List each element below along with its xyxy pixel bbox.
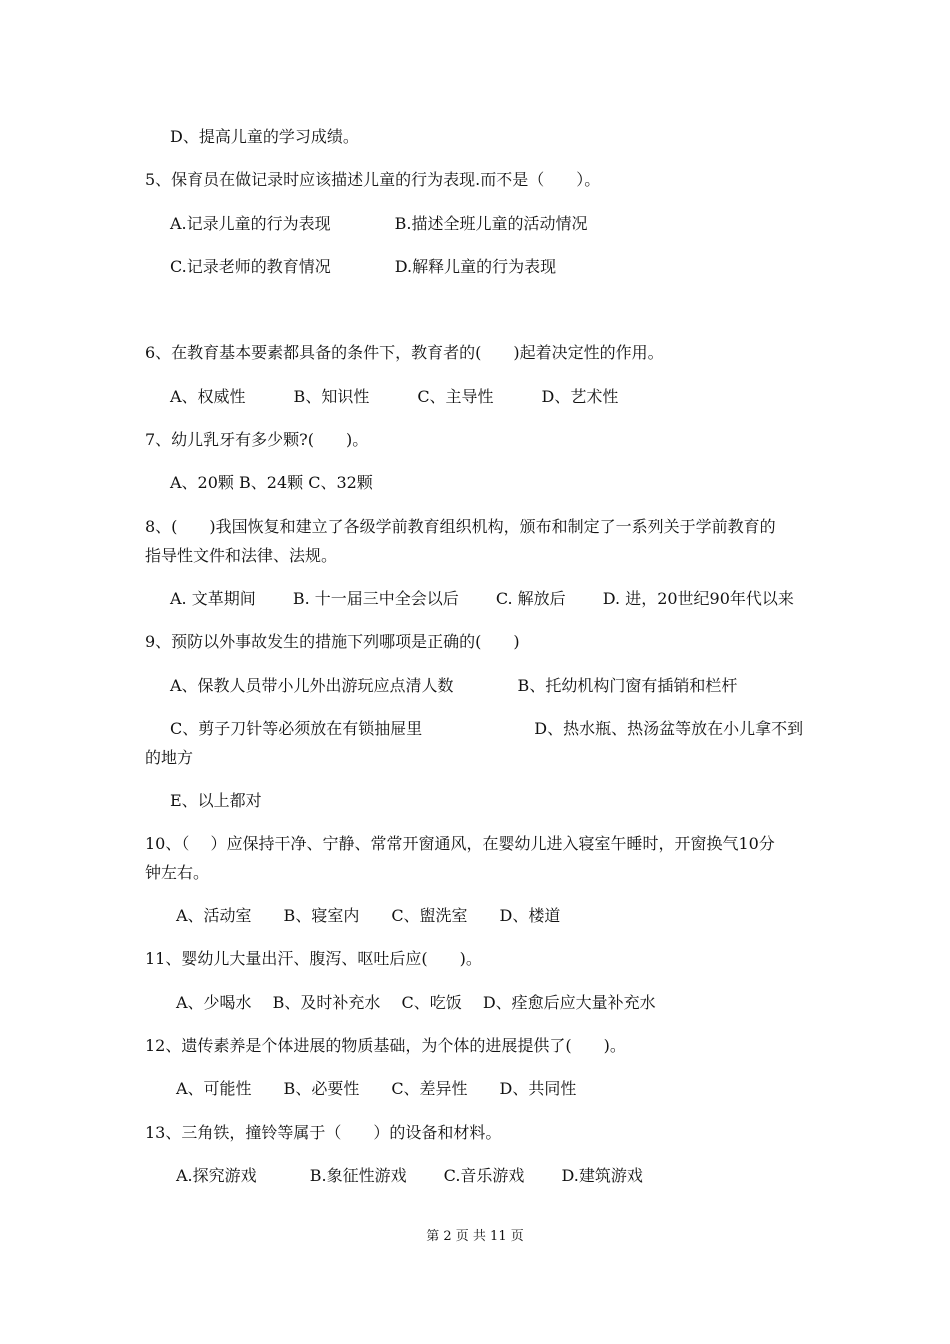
q6-stem: 6、在教育基本要素都具备的条件下，教育者的( )起着决定性的作用。 (145, 343, 664, 362)
q5-stem: 5、保育员在做记录时应该描述儿童的行为表现.而不是（ ）。 (145, 170, 601, 189)
q7-options: A、20颗 B、24颗 C、32颗 (170, 473, 373, 492)
q9-options-cd-line1: C、剪子刀针等必须放在有锁抽屉里 D、热水瓶、热汤盆等放在小儿拿不到 (170, 719, 804, 738)
q9-option-e: E、以上都对 (170, 791, 262, 810)
q8-stem-line1: 8、( )我国恢复和建立了各级学前教育组织机构，颁布和制定了一系列关于学前教育的 (145, 517, 776, 536)
q12-stem: 12、遗传素养是个体进展的物质基础，为个体的进展提供了( )。 (145, 1036, 626, 1055)
q8-options: A. 文革期间 B. 十一届三中全会以后 C. 解放后 D. 进，20世纪90年代以来 (170, 589, 794, 608)
q7-stem: 7、幼儿乳牙有多少颗?( )。 (145, 430, 369, 449)
q10-stem-line2: 钟左右。 (145, 863, 210, 882)
q10-options: A、活动室 B、寝室内 C、盥洗室 D、楼道 (176, 906, 561, 925)
q5-options-ab: A.记录儿童的行为表现 B.描述全班儿童的活动情况 (170, 214, 588, 233)
q12-options: A、可能性 B、必要性 C、差异性 D、共同性 (176, 1079, 577, 1098)
q9-options-cd-line2: 的地方 (145, 748, 194, 767)
q10-stem-line1: 10、（ ）应保持干净、宁静、常常开窗通风，在婴幼儿进入寝室午睡时，开窗换气10分 (145, 834, 775, 853)
q5-options-cd: C.记录老师的教育情况 D.解释儿童的行为表现 (170, 257, 557, 276)
q9-options-ab: A、保教人员带小儿外出游玩应点清人数 B、托幼机构门窗有插销和栏杆 (170, 676, 738, 695)
q4-option-d: D、提高儿童的学习成绩。 (170, 127, 359, 146)
page-footer: 第 2 页 共 11 页 (426, 1229, 524, 1244)
q6-options: A、权威性 B、知识性 C、主导性 D、艺术性 (170, 387, 619, 406)
q11-stem: 11、婴幼儿大量出汗、腹泻、呕吐后应( )。 (145, 949, 482, 968)
q11-options: A、少喝水 B、及时补充水 C、吃饭 D、痊愈后应大量补充水 (176, 993, 656, 1012)
q9-stem: 9、预防以外事故发生的措施下列哪项是正确的( ) (145, 632, 520, 651)
q13-options: A.探究游戏 B.象征性游戏 C.音乐游戏 D.建筑游戏 (176, 1166, 643, 1185)
q13-stem: 13、三角铁，撞铃等属于（ ）的设备和材料。 (145, 1123, 502, 1142)
q8-stem-line2: 指导性文件和法律、法规。 (145, 546, 338, 565)
